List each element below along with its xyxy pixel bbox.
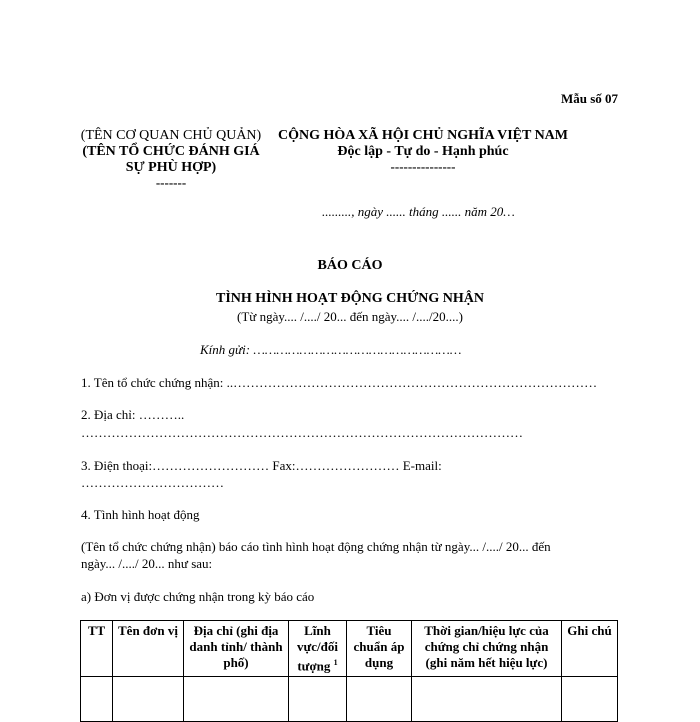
table-row [81, 677, 618, 722]
col-header-standard: Tiêu chuẩn áp dụng [347, 621, 412, 677]
report-subtitle: TÌNH HÌNH HOẠT ĐỘNG CHỨNG NHẬN [216, 291, 484, 306]
col-header-unit-name: Tên đơn vị [113, 621, 184, 677]
col-header-notes: Ghi chú [562, 621, 618, 677]
col-header-validity: Thời gian/hiệu lực của chứng chỉ chứng nhận (ghi năm hết hiệu lực) [412, 621, 562, 677]
table-header-row [81, 621, 618, 677]
parent-agency-line: (TÊN CƠ QUAN CHỦ QUẢN) [80, 128, 262, 143]
national-header [270, 128, 576, 174]
col-header-field [289, 621, 347, 677]
organization-line-2: SỰ PHÙ HỢP) [125, 160, 217, 175]
issuing-agency-header [80, 128, 262, 190]
table-cell [81, 677, 113, 722]
form-number: Mẫu số 07 [560, 91, 618, 106]
section-a-heading: a) Đơn vị được chứng nhận trong kỳ báo cáo [81, 589, 315, 604]
address-field: 2. Địa chỉ: ……….. [81, 407, 185, 422]
table-cell [347, 677, 412, 722]
table-cell [412, 677, 562, 722]
left-header-rule: ------- [155, 175, 187, 190]
footnote-marker: 1 [333, 658, 338, 667]
org-name-field: 1. Tên tổ chức chứng nhận: ..………………………………………………………………………… [81, 375, 598, 390]
report-period: (Từ ngày.... /..../ 20... đến ngày.... /..../20....) [237, 309, 463, 324]
report-intro: (Tên tổ chức chứng nhận) báo cáo tình hình hoạt động chứng nhận từ ngày... /..../ 20... đến [81, 539, 551, 554]
table-cell [289, 677, 347, 722]
col-header-tt: TT [81, 621, 113, 677]
motto: Độc lập - Tự do - Hạnh phúc [337, 144, 509, 159]
country-name: CỘNG HÒA XÃ HỘI CHỦ NGHĨA VIỆT NAM [277, 128, 568, 143]
activity-heading: 4. Tình hình hoạt động [81, 507, 200, 522]
col-header-field-label: Lĩnh vực/đối tượng [296, 623, 339, 674]
table-cell [113, 677, 184, 722]
report-title: BÁO CÁO [317, 258, 383, 273]
email-field-continued: …………………………… [81, 475, 224, 490]
report-intro-continued: ngày... /..../ 20... như sau: [81, 556, 213, 571]
date-line: ........., ngày ...... tháng ...... năm 20… [322, 204, 515, 219]
table-cell [562, 677, 618, 722]
address-field-continued: ………………………………………………………………………………………… [81, 425, 523, 440]
certified-units-table [80, 620, 618, 722]
right-header-rule: --------------- [390, 159, 456, 174]
contact-field: 3. Điện thoại:……………………… Fax:…………………… E-mail: [81, 458, 442, 473]
organization-line: (TÊN TỔ CHỨC ĐÁNH GIÁ [82, 144, 260, 159]
table-cell [184, 677, 289, 722]
recipient-line: Kính gửi: ……………………………………………… [200, 342, 462, 357]
col-header-address: Địa chỉ (ghi địa danh tỉnh/ thành phố) [184, 621, 289, 677]
